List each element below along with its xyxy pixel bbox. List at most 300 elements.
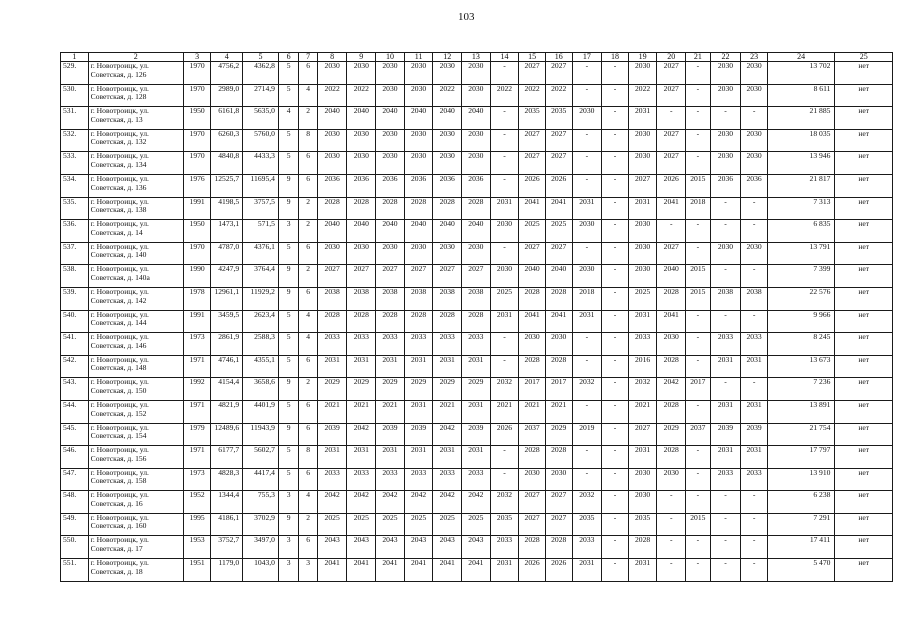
year-cell: 2042 [347, 491, 376, 514]
total-area-cell: 12525,7 [211, 174, 243, 197]
year-cell: 2033 [317, 333, 347, 356]
year-cell: 2026 [519, 174, 546, 197]
row-number-cell: 533. [61, 152, 89, 175]
year-cell: 1995 [183, 513, 211, 536]
amount-cell: 13 791 [767, 242, 835, 265]
year-cell: 1990 [183, 265, 211, 288]
year-cell: - [686, 536, 711, 559]
year-cell: 2021 [545, 400, 572, 423]
year-cell: 2028 [317, 197, 347, 220]
address-cell: г. Новотроицк, ул. Советская, д. 152 [88, 400, 183, 423]
year-cell: 2027 [347, 265, 376, 288]
year-cell: - [490, 129, 519, 152]
year-cell: 2030 [433, 129, 462, 152]
year-cell: 2043 [404, 536, 433, 559]
total-area-cell: 4746,1 [211, 355, 243, 378]
year-cell: 2027 [628, 174, 657, 197]
status-cell: нет [835, 265, 893, 288]
year-cell: 2033 [433, 333, 462, 356]
year-cell: 1971 [183, 446, 211, 469]
row-number-cell: 536. [61, 220, 89, 243]
year-cell: 2038 [433, 287, 462, 310]
year-cell: 2043 [347, 536, 376, 559]
entrances-cell: 3 [299, 559, 317, 582]
year-cell: 2028 [462, 310, 491, 333]
amount-cell: 6 835 [767, 220, 835, 243]
status-cell: нет [835, 242, 893, 265]
year-cell: 2041 [404, 559, 433, 582]
year-cell: 2041 [433, 559, 462, 582]
year-cell: - [602, 468, 629, 491]
amount-cell: 9 966 [767, 310, 835, 333]
entrances-cell: 6 [299, 423, 317, 446]
year-cell: 2028 [519, 287, 546, 310]
year-cell: 1970 [183, 62, 211, 85]
year-cell: 2030 [347, 129, 376, 152]
address-cell: г. Новотроицк, ул. Советская, д. 146 [88, 333, 183, 356]
amount-cell: 21 754 [767, 423, 835, 446]
year-cell: 2028 [657, 400, 686, 423]
entrances-cell: 6 [299, 242, 317, 265]
address-cell: г. Новотроицк, ул. Советская, д. 158 [88, 468, 183, 491]
year-cell: - [686, 129, 711, 152]
floors-cell: 9 [278, 197, 298, 220]
year-cell: 2036 [376, 174, 405, 197]
year-cell: 2025 [433, 513, 462, 536]
year-cell: - [602, 107, 629, 130]
amount-cell: 13 673 [767, 355, 835, 378]
year-cell: 2030 [404, 152, 433, 175]
living-area-cell: 4401,9 [243, 400, 279, 423]
year-cell: 2041 [347, 559, 376, 582]
year-cell: 2030 [741, 129, 768, 152]
amount-cell: 21 885 [767, 107, 835, 130]
year-cell: 2033 [376, 468, 405, 491]
entrances-cell: 2 [299, 220, 317, 243]
column-number-header: 9 [347, 53, 376, 62]
row-number-cell: 531. [61, 107, 89, 130]
year-cell: 2025 [490, 287, 519, 310]
year-cell: 1973 [183, 468, 211, 491]
table-row [61, 197, 893, 220]
year-cell: 2030 [404, 242, 433, 265]
year-cell: 2030 [347, 152, 376, 175]
year-cell: 2040 [376, 107, 405, 130]
year-cell: 2037 [519, 423, 546, 446]
year-cell: - [741, 197, 768, 220]
year-cell: 2031 [741, 400, 768, 423]
year-cell: 2039 [741, 423, 768, 446]
status-cell: нет [835, 536, 893, 559]
floors-cell: 5 [278, 129, 298, 152]
year-cell: 2022 [347, 84, 376, 107]
living-area-cell: 2714,9 [243, 84, 279, 107]
year-cell: - [602, 536, 629, 559]
year-cell: 2030 [519, 333, 546, 356]
year-cell: 2030 [628, 468, 657, 491]
year-cell: 2037 [686, 423, 711, 446]
status-cell: нет [835, 400, 893, 423]
year-cell: 2035 [519, 107, 546, 130]
amount-cell: 18 035 [767, 129, 835, 152]
year-cell: 2028 [462, 197, 491, 220]
amount-cell: 17 797 [767, 446, 835, 469]
year-cell: 2031 [710, 446, 741, 469]
living-area-cell: 5635,0 [243, 107, 279, 130]
year-cell: - [572, 84, 602, 107]
year-cell: 1973 [183, 333, 211, 356]
year-cell: 2027 [657, 84, 686, 107]
column-number-header: 20 [657, 53, 686, 62]
year-cell: 2042 [347, 423, 376, 446]
year-cell: - [602, 333, 629, 356]
year-cell: 2040 [404, 107, 433, 130]
address-cell: г. Новотроицк, ул. Советская, д. 134 [88, 152, 183, 175]
document-table [60, 52, 893, 582]
year-cell: 2026 [545, 559, 572, 582]
amount-cell: 13 946 [767, 152, 835, 175]
year-cell: 2028 [376, 310, 405, 333]
year-cell: - [572, 129, 602, 152]
year-cell: - [710, 491, 741, 514]
table-row [61, 446, 893, 469]
year-cell: - [686, 446, 711, 469]
living-area-cell: 3764,4 [243, 265, 279, 288]
year-cell: 2041 [462, 559, 491, 582]
floors-cell: 5 [278, 446, 298, 469]
year-cell: 2033 [404, 333, 433, 356]
year-cell: 2043 [376, 536, 405, 559]
year-cell: 2030 [347, 242, 376, 265]
year-cell: 2030 [628, 242, 657, 265]
year-cell: 2039 [710, 423, 741, 446]
status-cell: нет [835, 287, 893, 310]
year-cell: 2021 [519, 400, 546, 423]
year-cell: 2029 [433, 378, 462, 401]
year-cell: 2030 [710, 152, 741, 175]
year-cell: - [602, 265, 629, 288]
year-cell: 2025 [462, 513, 491, 536]
year-cell: - [657, 559, 686, 582]
year-cell: 2028 [519, 536, 546, 559]
year-cell: 2031 [433, 355, 462, 378]
year-cell: 2027 [628, 423, 657, 446]
year-cell: 2028 [657, 355, 686, 378]
floors-cell: 3 [278, 220, 298, 243]
total-area-cell: 6161,8 [211, 107, 243, 130]
amount-cell: 21 817 [767, 174, 835, 197]
year-cell: 2025 [404, 513, 433, 536]
amount-cell: 13 702 [767, 62, 835, 85]
year-cell: - [686, 220, 711, 243]
total-area-cell: 6177,7 [211, 446, 243, 469]
year-cell: 2031 [572, 559, 602, 582]
total-area-cell: 4756,2 [211, 62, 243, 85]
year-cell: - [602, 310, 629, 333]
row-number-cell: 549. [61, 513, 89, 536]
total-area-cell: 12961,1 [211, 287, 243, 310]
amount-cell: 8 611 [767, 84, 835, 107]
year-cell: - [572, 333, 602, 356]
year-cell: - [741, 378, 768, 401]
row-number-cell: 537. [61, 242, 89, 265]
status-cell: нет [835, 446, 893, 469]
year-cell: 2030 [317, 129, 347, 152]
year-cell: 1970 [183, 84, 211, 107]
year-cell: - [686, 355, 711, 378]
address-cell: г. Новотроицк, ул. Советская, д. 142 [88, 287, 183, 310]
status-cell: нет [835, 62, 893, 85]
year-cell: 2042 [376, 491, 405, 514]
year-cell: 2021 [490, 400, 519, 423]
year-cell: 2030 [710, 242, 741, 265]
year-cell: 2027 [433, 265, 462, 288]
year-cell: 2030 [628, 265, 657, 288]
floors-cell: 5 [278, 62, 298, 85]
year-cell: - [686, 84, 711, 107]
year-cell: 2025 [628, 287, 657, 310]
year-cell: - [602, 446, 629, 469]
living-area-cell: 4376,1 [243, 242, 279, 265]
year-cell: 2031 [741, 446, 768, 469]
year-cell: 2026 [657, 174, 686, 197]
floors-cell: 3 [278, 559, 298, 582]
address-cell: г. Новотроицк, ул. Советская, д. 144 [88, 310, 183, 333]
year-cell: - [602, 197, 629, 220]
floors-cell: 9 [278, 287, 298, 310]
amount-cell: 17 411 [767, 536, 835, 559]
entrances-cell: 6 [299, 468, 317, 491]
year-cell: - [710, 310, 741, 333]
year-cell: - [490, 174, 519, 197]
total-area-cell: 3459,5 [211, 310, 243, 333]
year-cell: 2028 [433, 197, 462, 220]
year-cell: 2030 [628, 62, 657, 85]
year-cell: 2030 [572, 107, 602, 130]
year-cell: 2028 [376, 197, 405, 220]
year-cell: - [490, 333, 519, 356]
row-number-cell: 532. [61, 129, 89, 152]
total-area-cell: 3752,7 [211, 536, 243, 559]
year-cell: 2036 [741, 174, 768, 197]
year-cell: - [710, 559, 741, 582]
row-number-cell: 550. [61, 536, 89, 559]
year-cell: 2031 [490, 559, 519, 582]
year-cell: - [686, 107, 711, 130]
year-cell: 2042 [657, 378, 686, 401]
entrances-cell: 6 [299, 400, 317, 423]
column-number-header: 11 [404, 53, 433, 62]
amount-cell: 7 399 [767, 265, 835, 288]
year-cell: - [602, 355, 629, 378]
living-area-cell: 2623,4 [243, 310, 279, 333]
year-cell: 2041 [657, 197, 686, 220]
year-cell: 2027 [519, 129, 546, 152]
year-cell: 2040 [317, 107, 347, 130]
column-number-header: 24 [767, 53, 835, 62]
table-row [61, 536, 893, 559]
table-row [61, 333, 893, 356]
column-number-header: 13 [462, 53, 491, 62]
year-cell: 2033 [404, 468, 433, 491]
year-cell: 2038 [376, 287, 405, 310]
year-cell: 2027 [545, 62, 572, 85]
entrances-cell: 2 [299, 107, 317, 130]
year-cell: 2036 [710, 174, 741, 197]
row-number-cell: 543. [61, 378, 89, 401]
year-cell: 2027 [519, 491, 546, 514]
year-cell: - [572, 468, 602, 491]
year-cell: 2017 [519, 378, 546, 401]
table-row [61, 491, 893, 514]
year-cell: - [686, 152, 711, 175]
address-cell: г. Новотроицк, ул. Советская, д. 126 [88, 62, 183, 85]
year-cell: 1979 [183, 423, 211, 446]
year-cell: 2041 [657, 310, 686, 333]
year-cell: 2030 [741, 242, 768, 265]
address-cell: г. Новотроицк, ул. Советская, д. 132 [88, 129, 183, 152]
entrances-cell: 8 [299, 446, 317, 469]
row-number-cell: 539. [61, 287, 89, 310]
address-cell: г. Новотроицк, ул. Советская, д. 18 [88, 559, 183, 582]
entrances-cell: 2 [299, 197, 317, 220]
table-row [61, 400, 893, 423]
address-cell: г. Новотроицк, ул. Советская, д. 156 [88, 446, 183, 469]
year-cell: 2027 [545, 491, 572, 514]
floors-cell: 5 [278, 152, 298, 175]
entrances-cell: 2 [299, 265, 317, 288]
year-cell: 2042 [462, 491, 491, 514]
year-cell: 2027 [545, 152, 572, 175]
year-cell: - [686, 400, 711, 423]
year-cell: 1971 [183, 355, 211, 378]
year-cell: - [710, 536, 741, 559]
year-cell: 2030 [628, 129, 657, 152]
living-area-cell: 5602,7 [243, 446, 279, 469]
column-number-header: 4 [211, 53, 243, 62]
living-area-cell: 11695,4 [243, 174, 279, 197]
year-cell: 2022 [433, 84, 462, 107]
year-cell: 2025 [519, 220, 546, 243]
year-cell: 2042 [404, 491, 433, 514]
year-cell: 2032 [490, 491, 519, 514]
total-area-cell: 4186,1 [211, 513, 243, 536]
year-cell: - [741, 265, 768, 288]
year-cell: 2028 [657, 446, 686, 469]
year-cell: 2031 [376, 446, 405, 469]
year-cell: 1950 [183, 220, 211, 243]
year-cell: 2030 [376, 242, 405, 265]
year-cell: 2027 [519, 242, 546, 265]
row-number-cell: 545. [61, 423, 89, 446]
status-cell: нет [835, 152, 893, 175]
year-cell: 2030 [572, 265, 602, 288]
year-cell: - [602, 152, 629, 175]
year-cell: 2039 [462, 423, 491, 446]
status-cell: нет [835, 220, 893, 243]
year-cell: 2035 [572, 513, 602, 536]
year-cell: 2031 [317, 355, 347, 378]
year-cell: 2028 [404, 197, 433, 220]
entrances-cell: 6 [299, 152, 317, 175]
year-cell: 2032 [572, 491, 602, 514]
year-cell: 2033 [710, 333, 741, 356]
year-cell: 2027 [545, 513, 572, 536]
table-row [61, 152, 893, 175]
year-cell: 2041 [519, 310, 546, 333]
column-number-header: 19 [628, 53, 657, 62]
year-cell: 2032 [572, 378, 602, 401]
year-cell: 2031 [404, 355, 433, 378]
year-cell: 2022 [628, 84, 657, 107]
floors-cell: 9 [278, 265, 298, 288]
year-cell: 2033 [317, 468, 347, 491]
living-area-cell: 11929,2 [243, 287, 279, 310]
year-cell: 2033 [628, 333, 657, 356]
year-cell: 1991 [183, 310, 211, 333]
address-cell: г. Новотроицк, ул. Советская, д. 150 [88, 378, 183, 401]
entrances-cell: 6 [299, 174, 317, 197]
column-number-header: 12 [433, 53, 462, 62]
year-cell: 2028 [628, 536, 657, 559]
table-row [61, 62, 893, 85]
year-cell: 2030 [317, 62, 347, 85]
living-area-cell: 1043,0 [243, 559, 279, 582]
floors-cell: 9 [278, 513, 298, 536]
year-cell: - [572, 400, 602, 423]
year-cell: 2030 [545, 468, 572, 491]
year-cell: 2040 [347, 107, 376, 130]
row-number-cell: 535. [61, 197, 89, 220]
floors-cell: 5 [278, 468, 298, 491]
year-cell: 2031 [462, 446, 491, 469]
entrances-cell: 8 [299, 129, 317, 152]
row-number-cell: 546. [61, 446, 89, 469]
year-cell: 2015 [686, 265, 711, 288]
year-cell: - [657, 513, 686, 536]
year-cell: 2040 [317, 220, 347, 243]
address-cell: г. Новотроицк, ул. Советская, д. 136 [88, 174, 183, 197]
year-cell: - [657, 491, 686, 514]
living-area-cell: 3658,6 [243, 378, 279, 401]
year-cell: 2031 [347, 446, 376, 469]
year-cell: 2028 [317, 310, 347, 333]
year-cell: 2035 [490, 513, 519, 536]
living-area-cell: 11943,9 [243, 423, 279, 446]
year-cell: 2038 [462, 287, 491, 310]
year-cell: - [710, 513, 741, 536]
status-cell: нет [835, 310, 893, 333]
year-cell: 2033 [433, 468, 462, 491]
year-cell: 2039 [404, 423, 433, 446]
year-cell: 2030 [462, 242, 491, 265]
status-cell: нет [835, 197, 893, 220]
amount-cell: 7 313 [767, 197, 835, 220]
year-cell: 2029 [376, 378, 405, 401]
year-cell: 2030 [628, 152, 657, 175]
year-cell: 2030 [376, 62, 405, 85]
year-cell: 2017 [686, 378, 711, 401]
year-cell: - [490, 62, 519, 85]
year-cell: 2031 [404, 446, 433, 469]
table-row [61, 84, 893, 107]
year-cell: 2027 [657, 129, 686, 152]
year-cell: 2027 [376, 265, 405, 288]
year-cell: - [602, 62, 629, 85]
year-cell: 2033 [741, 468, 768, 491]
year-cell: 2029 [545, 423, 572, 446]
year-cell: 2030 [433, 242, 462, 265]
